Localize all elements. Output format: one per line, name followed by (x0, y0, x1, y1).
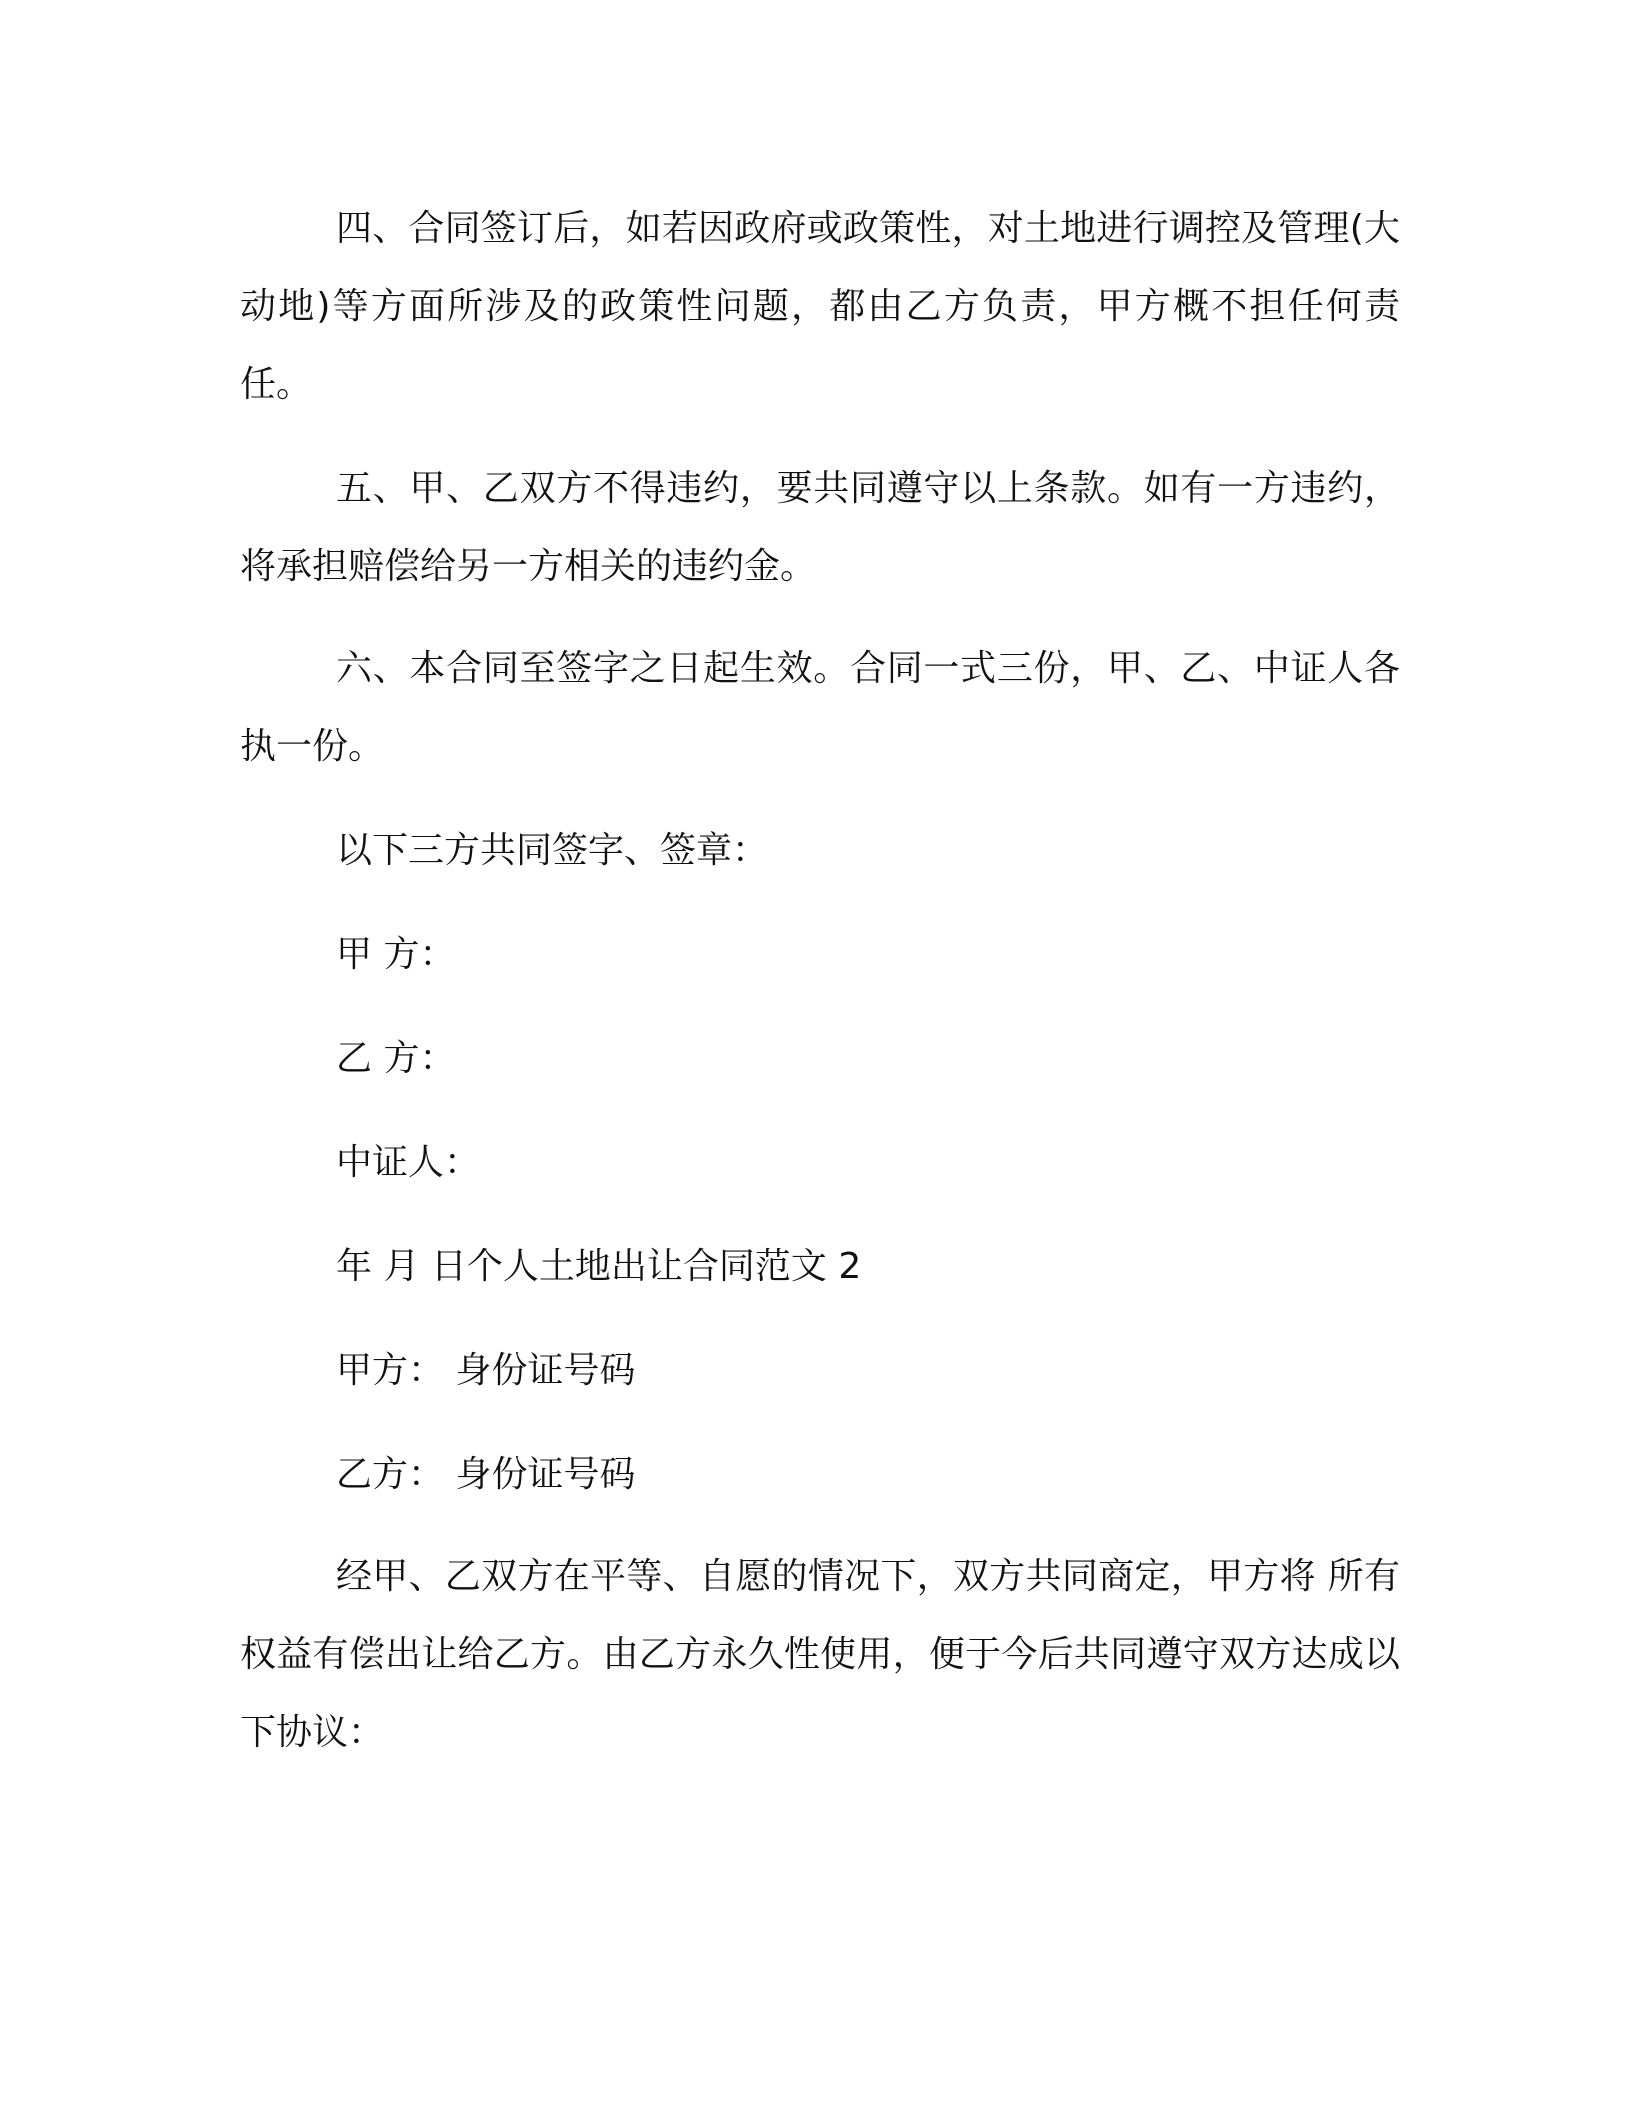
date-and-second-contract-title: 年 月 日个人土地出让合同范文 2 (336, 1246, 862, 1287)
witness-signature-line: 中证人： (336, 1142, 481, 1183)
signature-intro: 以下三方共同签字、签章： (336, 830, 769, 871)
contract-preamble-paragraph: 经甲、乙双方在平等、自愿的情况下，双方共同商定，甲方将 所有权益有偿出让给乙方。由乙方永久性使用，便于今后共同遵守双方达成以下协议： (240, 1556, 1400, 1753)
party-a-id-line: 甲方： 身份证号码 (336, 1350, 636, 1391)
party-b-signature-line: 乙 方： (336, 1038, 456, 1079)
document-body (240, 190, 1400, 1772)
clause-5-paragraph: 五、甲、乙双方不得违约，要共同遵守以上条款。如有一方违约，将承担赔偿给另一方相关的违约金。 (240, 468, 1400, 587)
clause-6-paragraph: 六、本合同至签字之日起生效。合同一式三份，甲、乙、中证人各执一份。 (240, 648, 1400, 767)
party-b-id-line: 乙方： 身份证号码 (336, 1454, 636, 1495)
clause-4-paragraph: 四、合同签订后，如若因政府或政策性，对土地进行调控及管理(大动地)等方面所涉及的政策性问题，都由乙方负责，甲方概不担任何责任。 (240, 208, 1400, 405)
party-a-signature-line: 甲 方： (336, 934, 456, 975)
